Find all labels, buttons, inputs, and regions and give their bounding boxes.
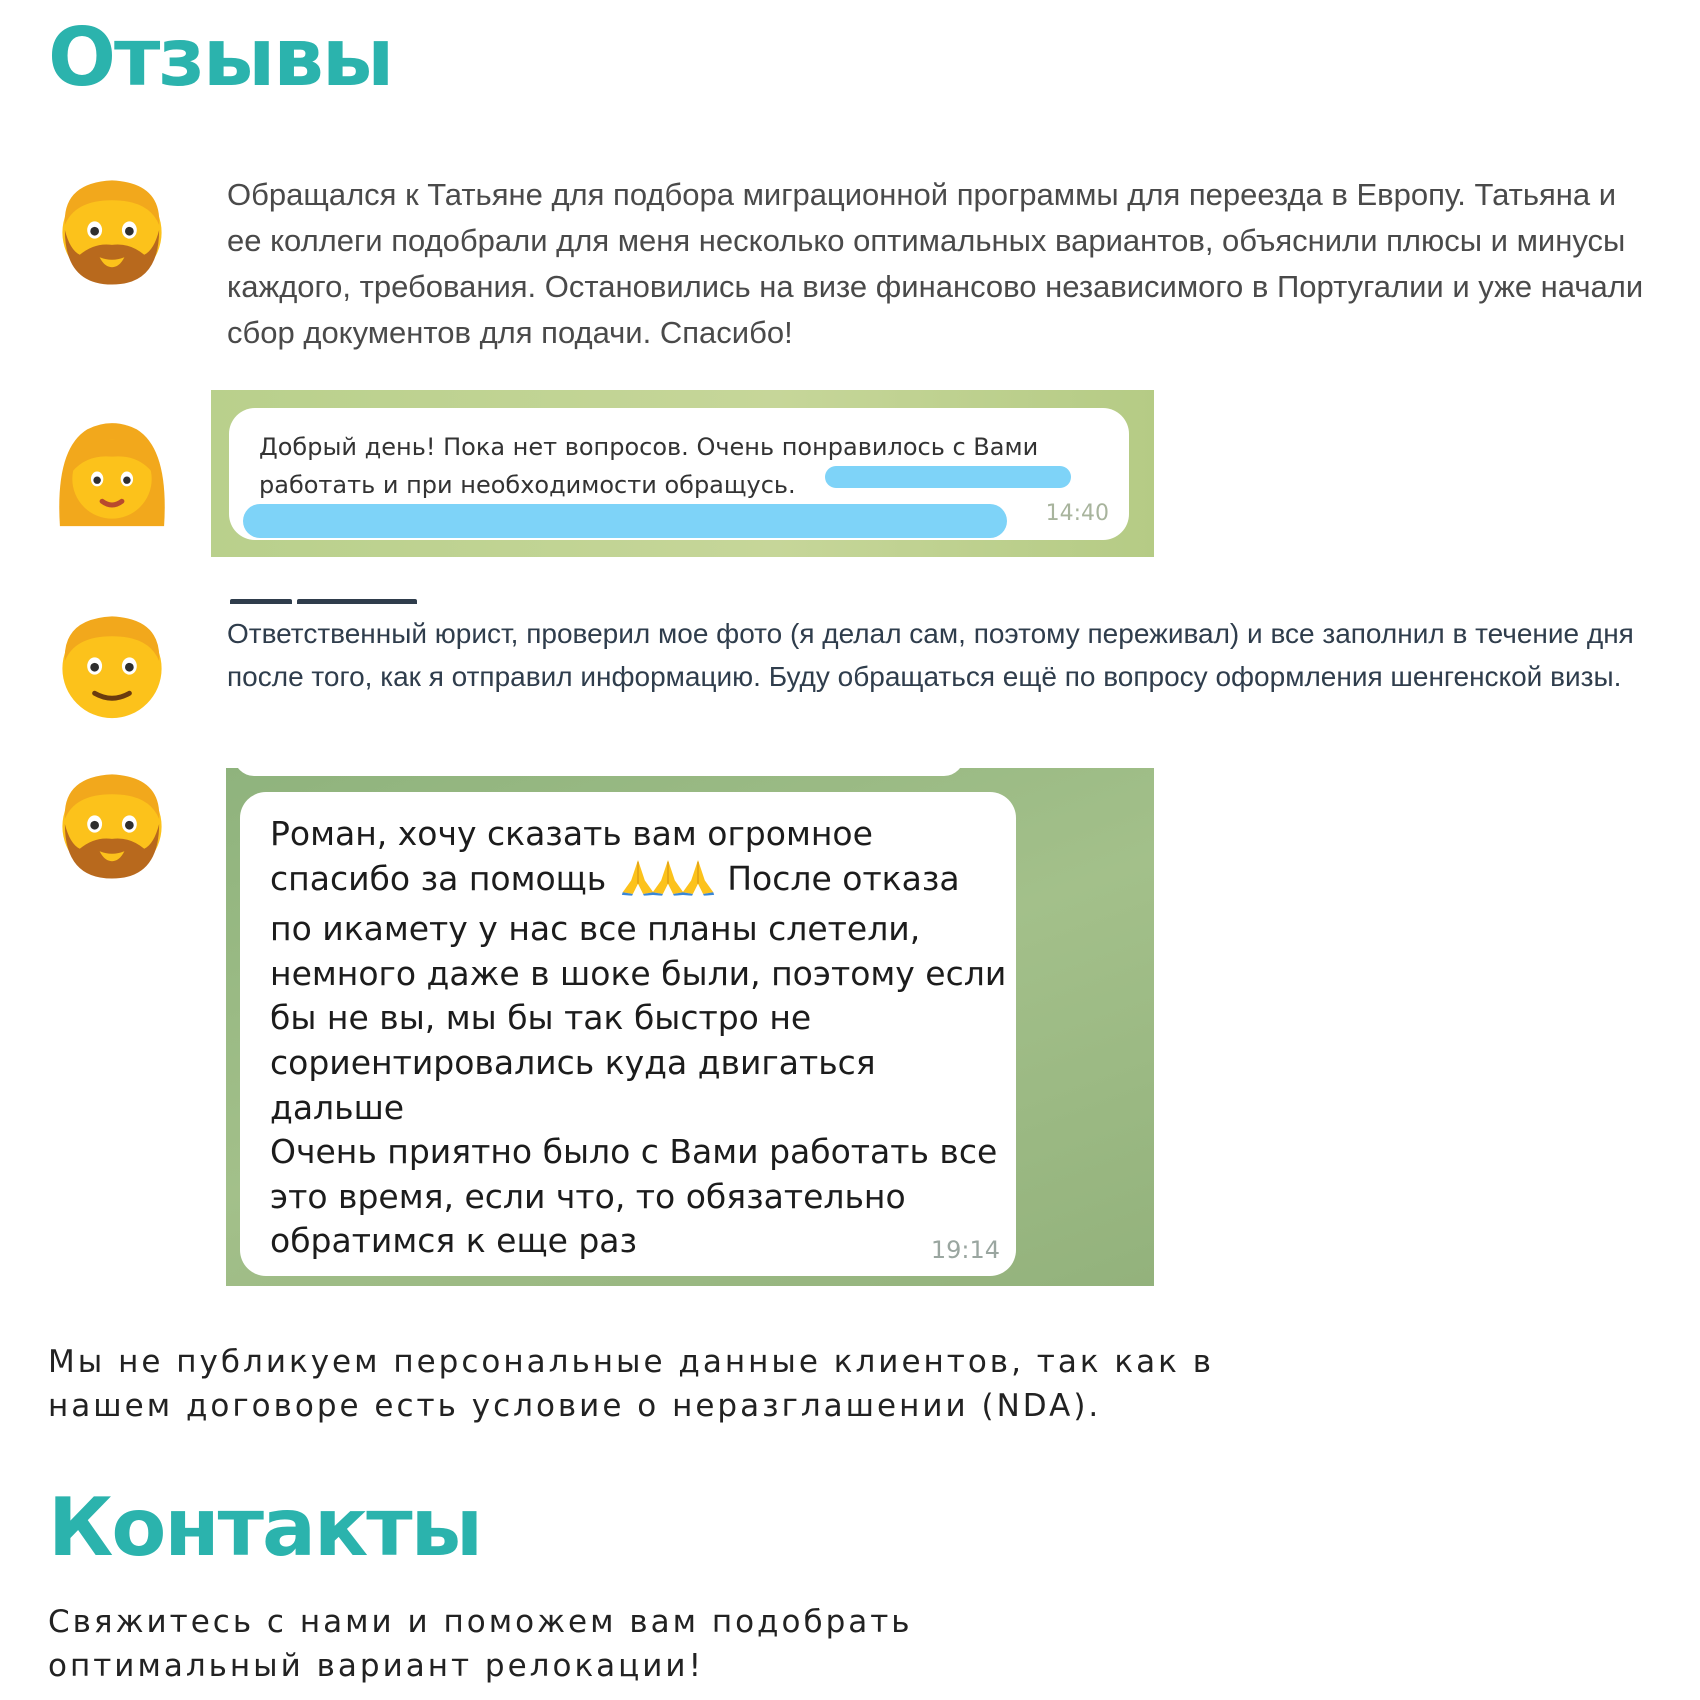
contact-text: Свяжитесь с нами и поможем вам подобрать оптимальный вариант релокации! bbox=[48, 1604, 913, 1684]
praying-hands-icon bbox=[621, 858, 711, 908]
message-bubble bbox=[240, 792, 1016, 1276]
contacts-title: Контакты bbox=[48, 1481, 481, 1574]
man-emoji-icon bbox=[50, 604, 174, 728]
reviews-title: Отзывы bbox=[48, 11, 393, 104]
message-text-part-2: После отказа по икамету у нас все планы слетели, немного даже в шоке были, поэтому если бы не вы, мы бы так быстро не сориентировались куда двигаться дальше bbox=[270, 858, 1007, 1127]
review-text-1: Обращался к Татьяне для подбора миграционной программы для переезда в Европу. Татьяна и ее коллеги подобрали для меня несколько оптимальных вариантов, объяснили плюсы и минусы каждого, требования. Остановились на визе финансово независимого в Португалии и уже начали сбор документов для подачи. Спасибо! bbox=[227, 177, 1644, 350]
redaction-mark bbox=[825, 466, 1071, 488]
bearded-man-emoji-icon bbox=[50, 168, 174, 292]
message-bubble bbox=[229, 408, 1129, 540]
message-text-part-1: Роман, хочу сказать вам огромное спасибо за помощь bbox=[270, 814, 873, 898]
cropped-header-text bbox=[230, 592, 440, 604]
nda-note: Мы не публикуем персональные данные клиентов, так как в нашем договоре есть условие о неразглашении (NDA). bbox=[48, 1344, 1214, 1424]
message-time: 19:14 bbox=[930, 1236, 1000, 1264]
previous-bubble-edge bbox=[234, 768, 964, 776]
message-time: 14:40 bbox=[1045, 501, 1109, 526]
review-text-3: Ответственный юрист, проверил мое фото (я делал сам, поэтому переживал) и все заполнил в течение дня после того, как я отправил информацию. Буду обращаться ещё по вопросу оформления шенгенской визы. bbox=[227, 618, 1634, 692]
telegram-screenshot-1 bbox=[211, 390, 1154, 557]
telegram-screenshot-2 bbox=[226, 768, 1154, 1286]
message-text-part-3: Очень приятно было с Вами работать все это время, если что, то обязательно обратимся к еще раз bbox=[270, 1132, 998, 1261]
message-text: Добрый день! Пока нет вопросов. Очень понравилось с Вами работать и при необходимости обращусь. bbox=[259, 433, 1039, 499]
bearded-man-emoji-icon bbox=[50, 762, 174, 886]
woman-emoji-icon bbox=[50, 412, 174, 536]
redaction-mark bbox=[243, 504, 1007, 538]
message-text bbox=[270, 812, 1010, 1264]
